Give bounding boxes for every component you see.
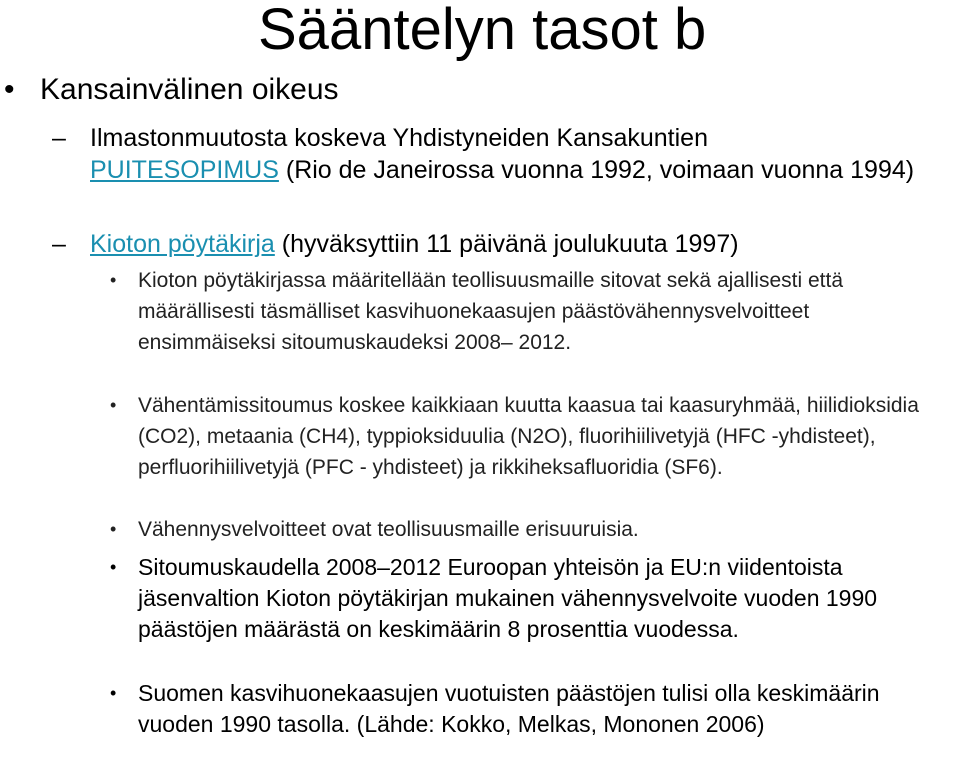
bullet-icon: • (110, 270, 117, 290)
detail-text: Kioton pöytäkirjassa määritellään teollisuusmaille sitovat sekä ajallisesti että määrällisesti täsmälliset kasvihuonekaasujen päästövähennysvelvoitteet ensimmäiseksi sitoumuskaudeksi 2008– 2012. (138, 269, 844, 354)
detail-text: Vähennysvelvoitteet ovat teollisuusmaille erisuuruisia. (138, 518, 639, 541)
sub-item-pre-text: Ilmastonmuutosta koskeva Yhdistyneiden Kansakuntien (90, 124, 708, 152)
bullet-icon: • (110, 683, 117, 703)
detail-item (0, 552, 960, 645)
detail-item (0, 390, 960, 483)
detail-item (0, 265, 960, 358)
detail-text: Sitoumuskaudella 2008–2012 Euroopan yhteisön ja EU:n viidentoista jäsenvaltion Kioton pöytäkirjan mukainen vähennysvelvoite vuoden 1990 päästöjen määrästä on keskimäärin 8 prosenttia vuodessa. (138, 554, 878, 642)
main-bullet-text: Kansainvälinen oikeus (40, 73, 339, 106)
bullet-icon: • (110, 557, 117, 577)
detail-item (0, 678, 960, 740)
dash-icon: – (52, 230, 66, 258)
sub-item-framework-convention (0, 122, 960, 186)
main-bullet (0, 72, 960, 108)
bullet-icon: • (4, 73, 15, 106)
detail-text: Suomen kasvihuonekaasujen vuotuisten päästöjen tulisi olla keskimäärin vuoden 1990 tasolla. (Lähde: Kokko, Melkas, Mononen 2006) (138, 680, 880, 737)
framework-convention-link[interactable]: PUITESOPIMUS (90, 156, 279, 184)
sub-item-post-text: (Rio de Janeirossa vuonna 1992, voimaan vuonna 1994) (285, 156, 915, 184)
sub-item-post-text: (hyväksyttiin 11 päivänä joulukuuta 1997) (281, 230, 739, 258)
detail-text: Vähentämissitoumus koskee kaikkiaan kuutta kaasua tai kaasuryhmää, hiilidioksidia (CO2), metaania (CH4), typpioksiduulia (N2O), fluorihiilivetyjä (HFC -yhdisteet), perfluorihiilivetyjä (PFC - yhdisteet) ja rikkiheksafluoridia (SF6). (138, 394, 919, 479)
bullet-icon: • (110, 519, 117, 539)
sub-item-kyoto-protocol (0, 228, 960, 260)
bullet-icon: • (110, 395, 117, 415)
dash-icon: – (52, 124, 66, 152)
slide-title: Sääntelyn tasot b (258, 0, 707, 62)
detail-item (0, 514, 960, 545)
kyoto-protocol-link[interactable]: Kioton pöytäkirja (90, 230, 275, 258)
